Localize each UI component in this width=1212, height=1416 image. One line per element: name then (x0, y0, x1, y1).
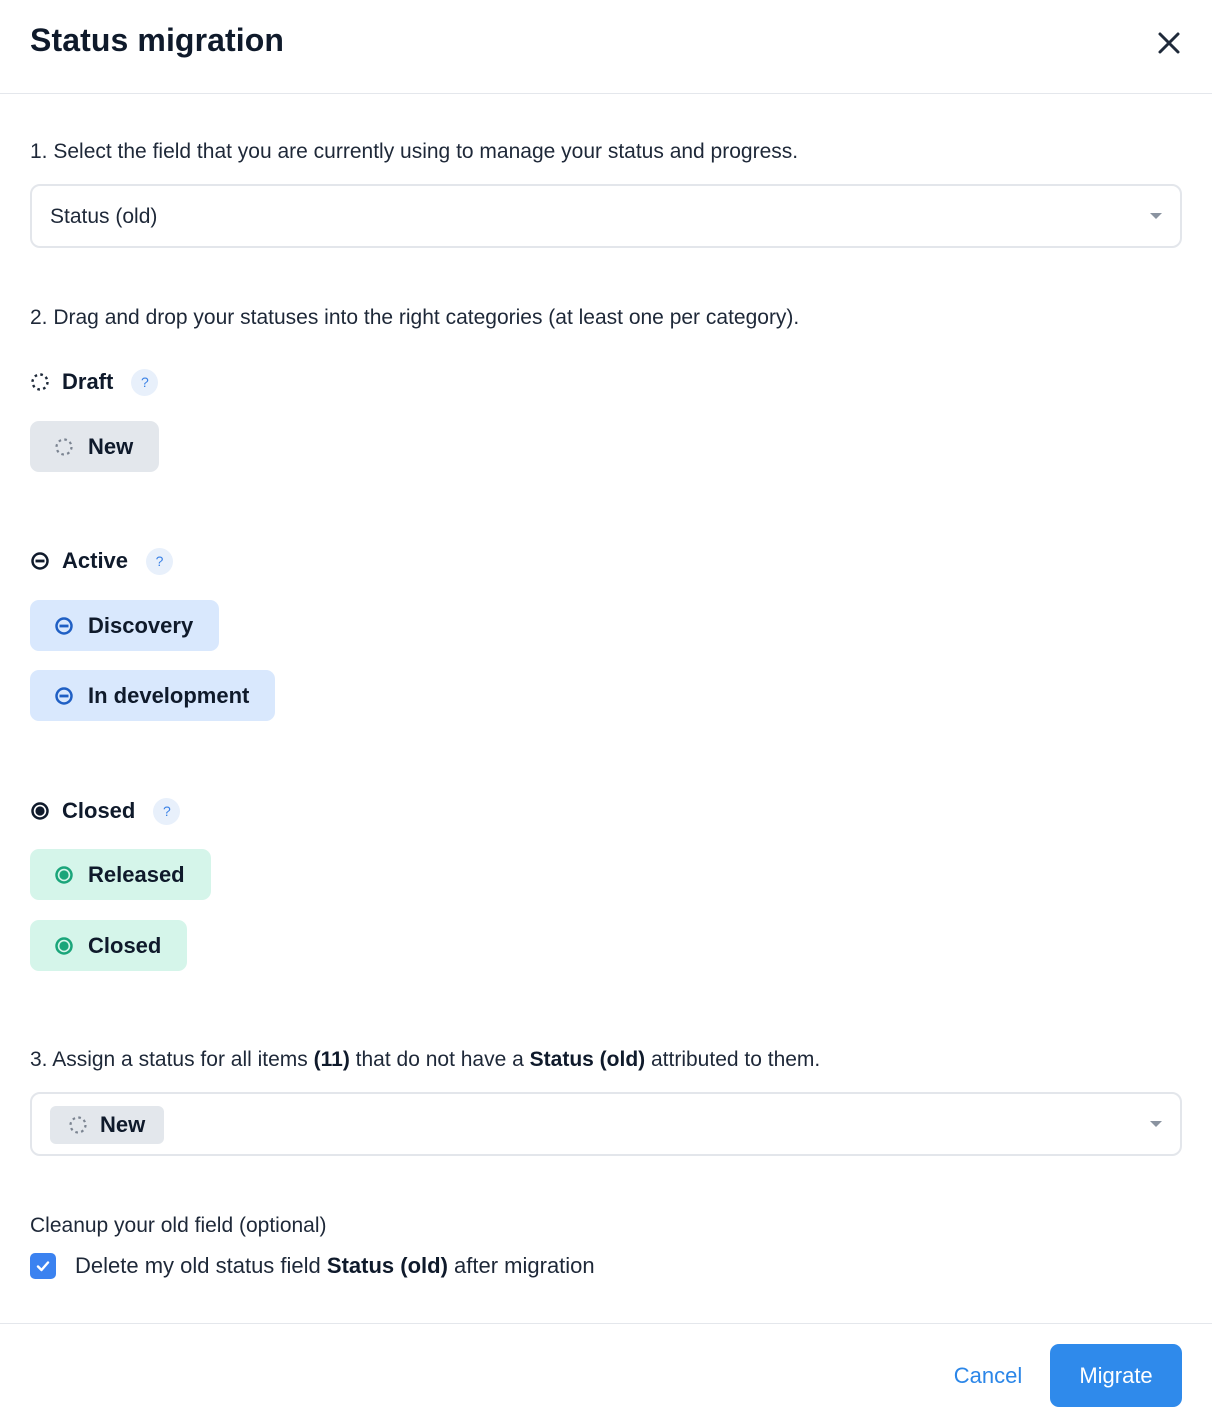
active-half-circle-icon (54, 686, 74, 706)
chevron-down-icon (1150, 1121, 1162, 1127)
category-label: Draft (62, 369, 114, 394)
step3-suffix: attributed to them. (651, 1048, 821, 1071)
closed-filled-circle-icon (30, 801, 50, 821)
chevron-down-icon (1150, 213, 1162, 219)
delete-text-field: Status (old) (326, 1253, 448, 1278)
dialog-title: Status migration (30, 22, 285, 58)
status-chip-discovery[interactable] (30, 600, 219, 651)
closed-filled-circle-icon (54, 936, 74, 956)
checkmark-icon (34, 1257, 52, 1275)
cancel-button[interactable]: Cancel (953, 1362, 1023, 1388)
active-half-circle-icon (30, 551, 50, 571)
cleanup-title: Cleanup your old field (optional) (30, 1214, 327, 1237)
status-chip-released[interactable] (30, 849, 211, 900)
migrate-button[interactable]: Migrate (1050, 1344, 1182, 1407)
category-closed (30, 796, 180, 826)
draft-dotted-circle-icon (30, 372, 50, 392)
help-icon[interactable]: ? (146, 548, 173, 575)
delete-old-field-checkbox[interactable] (30, 1253, 56, 1279)
closed-filled-circle-icon (54, 865, 74, 885)
default-status-select[interactable] (30, 1092, 1182, 1156)
dialog-header (0, 0, 1212, 94)
field-select-value: Status (old) (50, 205, 158, 228)
delete-old-field-label (75, 1253, 595, 1279)
step2-label: 2. Drag and drop your statuses into the right categories (at least one per category). (30, 306, 800, 329)
status-chip-in-development[interactable] (30, 670, 275, 721)
status-chip-label: Released (88, 861, 185, 887)
status-chip-closed[interactable] (30, 920, 187, 971)
step3-count: (11) (313, 1048, 350, 1071)
category-label: Closed (62, 798, 136, 823)
delete-text-suffix: after migration (454, 1253, 595, 1278)
draft-dotted-circle-icon (68, 1115, 88, 1135)
active-half-circle-icon (54, 616, 74, 636)
close-button[interactable] (1150, 24, 1188, 62)
step1-label: 1. Select the field that you are currently using to manage your status and progress. (30, 140, 799, 163)
status-chip-label: Closed (88, 932, 162, 958)
status-chip-label: New (88, 433, 134, 459)
field-select[interactable] (30, 184, 1182, 248)
step3-field: Status (old) (529, 1048, 646, 1071)
help-icon[interactable]: ? (153, 798, 180, 825)
draft-dotted-circle-icon (54, 437, 74, 457)
status-chip-label: Discovery (88, 612, 194, 638)
delete-text-prefix: Delete my old status field (75, 1253, 321, 1278)
step3-label (30, 1048, 820, 1072)
help-icon[interactable]: ? (131, 369, 158, 396)
selected-status-label: New (100, 1112, 146, 1137)
category-label: Active (62, 548, 129, 573)
category-active (30, 546, 173, 576)
status-chip-label: In development (88, 682, 250, 708)
selected-status-chip (50, 1106, 164, 1144)
step3-prefix: 3. Assign a status for all items (30, 1048, 308, 1071)
status-chip-new[interactable] (30, 421, 159, 472)
close-icon (1150, 24, 1188, 62)
delete-old-field-option[interactable] (30, 1252, 595, 1280)
category-draft (30, 367, 158, 397)
step3-middle: that do not have a (355, 1048, 524, 1071)
